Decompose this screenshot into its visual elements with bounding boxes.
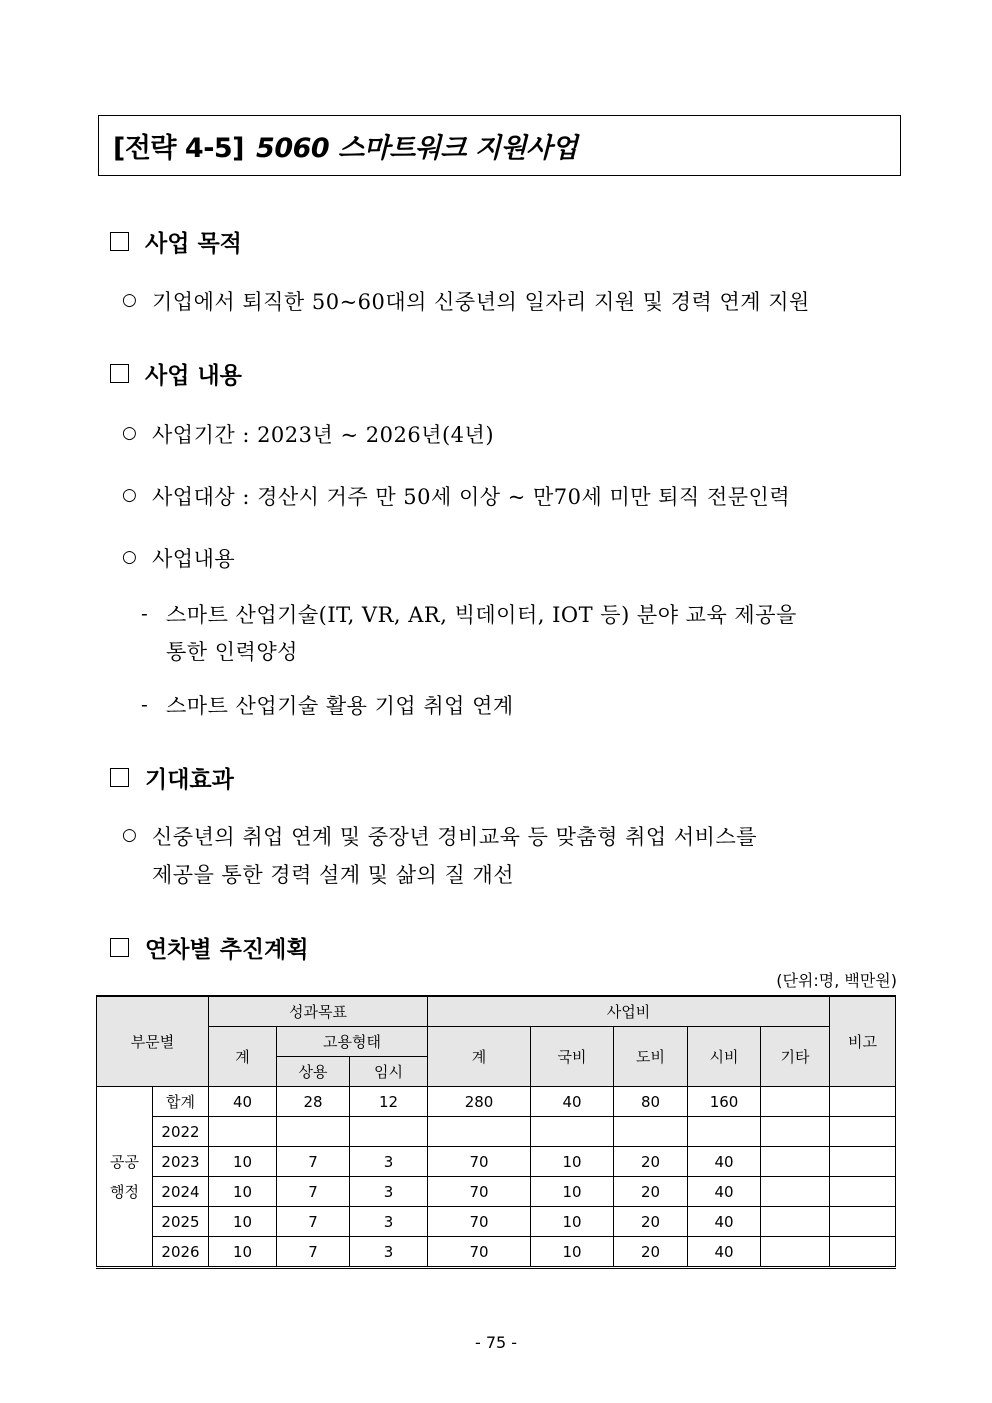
cell-year: 2022 — [153, 1117, 209, 1147]
cell-year: 2026 — [153, 1237, 209, 1268]
content-detail-label: 사업내용 — [152, 547, 236, 571]
checkbox-square-icon — [110, 232, 129, 251]
header-total: 계 — [209, 1027, 277, 1087]
header-budget: 사업비 — [428, 996, 830, 1027]
table-row: 2025 10 7 3 70 10 20 40 — [97, 1207, 896, 1237]
header-city: 시비 — [688, 1027, 761, 1087]
table-row: 2026 10 7 3 70 10 20 40 — [97, 1237, 896, 1268]
cell-year: 2024 — [153, 1177, 209, 1207]
table-row: 2024 10 7 3 70 10 20 40 — [97, 1177, 896, 1207]
table-row — [97, 1117, 896, 1147]
page-title — [98, 115, 901, 176]
table-row: 공공 행정 합계 40 28 12 280 40 80 160 — [97, 1087, 896, 1117]
purpose-item: 기업에서 퇴직한 50~60대의 신중년의 일자리 지원 및 경력 연계 지원 — [152, 290, 810, 314]
checkbox-square-icon — [110, 768, 129, 787]
section-heading-effect: 기대효과 — [110, 761, 234, 793]
section-heading-purpose: 사업 목적 — [110, 225, 242, 257]
bullet-circle-icon: ○ — [122, 547, 137, 567]
checkbox-square-icon — [110, 938, 129, 957]
header-regular: 상용 — [277, 1057, 350, 1087]
bullet-dash-icon: - — [141, 601, 148, 625]
effect-line-1: 신중년의 취업 연계 및 중장년 경비교육 등 맞춤형 취업 서비스를 — [152, 825, 758, 849]
header-budget-total: 계 — [428, 1027, 531, 1087]
unit-note: (단위:명, 백만원) — [776, 971, 897, 990]
content-detail-1: 스마트 산업기술(IT, VR, AR, 빅데이터, IOT 등) 분야 교육 제공을 — [166, 603, 797, 627]
header-temporary: 임시 — [350, 1057, 428, 1087]
effect-line-2: 제공을 통한 경력 설계 및 삶의 질 개선 — [152, 863, 515, 887]
header-division: 부문별 — [97, 996, 209, 1087]
group-label: 공공 행정 — [97, 1087, 153, 1268]
annual-plan-table — [96, 995, 896, 1269]
header-remarks: 비고 — [830, 996, 896, 1087]
cell-year: 합계 — [153, 1087, 209, 1117]
bullet-circle-icon: ○ — [122, 290, 137, 310]
header-performance: 성과목표 — [209, 996, 428, 1027]
bullet-circle-icon: ○ — [122, 825, 137, 845]
section-heading-plan: 연차별 추진계획 — [110, 931, 309, 963]
checkbox-square-icon — [110, 364, 129, 383]
header-national: 국비 — [531, 1027, 614, 1087]
header-other: 기타 — [761, 1027, 830, 1087]
bullet-circle-icon: ○ — [122, 485, 137, 505]
header-employment-type: 고용형태 — [277, 1027, 428, 1057]
content-detail-1-cont: 통한 인력양성 — [166, 640, 298, 664]
content-target: 사업대상 : 경산시 거주 만 50세 이상 ~ 만70세 미만 퇴직 전문인력 — [152, 485, 791, 509]
header-provincial: 도비 — [614, 1027, 688, 1087]
bullet-circle-icon: ○ — [122, 423, 137, 443]
cell-year: 2023 — [153, 1147, 209, 1177]
content-detail-2: 스마트 산업기술 활용 기업 취업 연계 — [166, 694, 514, 718]
page-number: - 75 - — [474, 1333, 518, 1352]
title-prefix: [전략 4-5] — [113, 133, 245, 164]
bullet-dash-icon: - — [141, 692, 148, 716]
content-period: 사업기간 : 2023년 ~ 2026년(4년) — [152, 423, 495, 447]
cell-year: 2025 — [153, 1207, 209, 1237]
table-row: 2023 10 7 3 70 10 20 40 — [97, 1147, 896, 1177]
title-main: 5060 스마트워크 지원사업 — [256, 133, 578, 164]
section-heading-content: 사업 내용 — [110, 357, 242, 389]
